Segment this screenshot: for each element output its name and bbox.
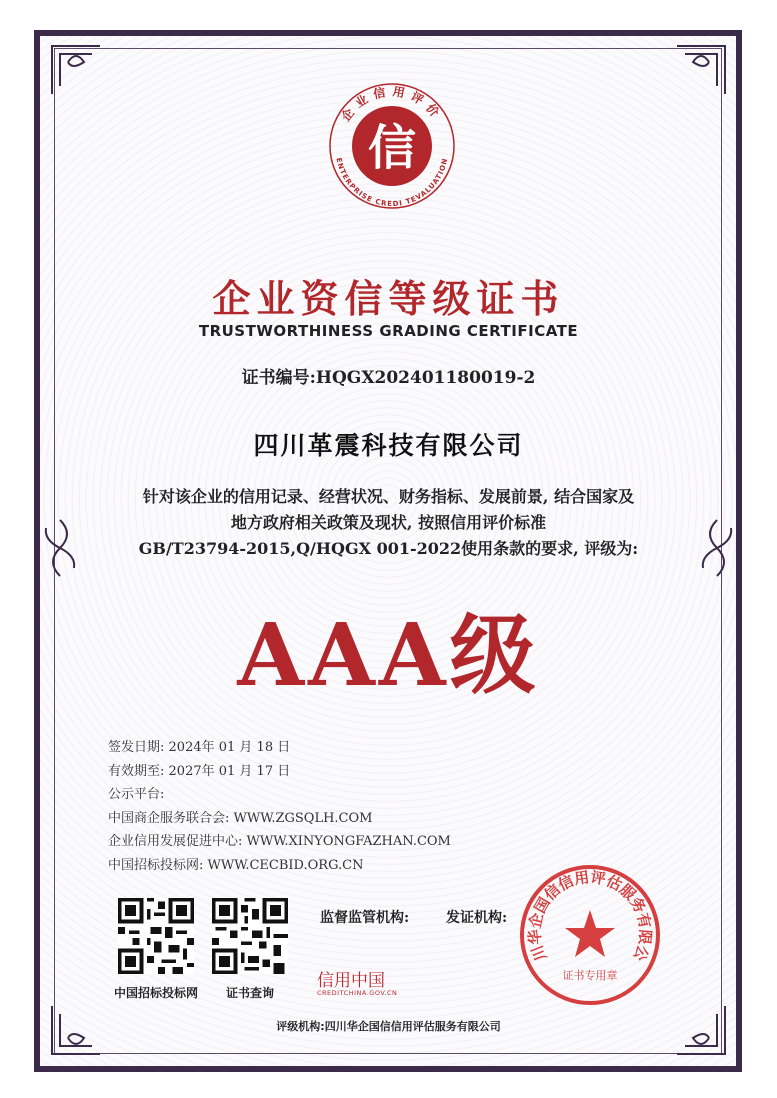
platform-name: 中国招标投标网:: [108, 857, 204, 873]
supervise-label: 监督监管机构:: [320, 910, 410, 926]
qr-code-query[interactable]: [212, 898, 288, 978]
credit-china-logo: 信用中国: [317, 971, 385, 991]
platform-label: 公示平台:: [108, 787, 165, 802]
grade-level: AAA级: [237, 605, 540, 706]
logo-ring-text-cn: 企业信用评价: [338, 84, 446, 124]
description-line: 地方政府相关政策及现状, 按照信用评价标准: [230, 513, 547, 532]
rating-description: [90, 484, 687, 562]
qr-code-bidding[interactable]: [118, 898, 194, 978]
platform-url[interactable]: WWW.XINYONGFAZHAN.COM: [246, 834, 451, 849]
credit-china-url: CREDITCHINA.GOV.CN: [317, 989, 398, 997]
certificate-title-cn: 企业资信等级证书: [212, 277, 565, 321]
platform-url[interactable]: WWW.CECBID.ORG.CN: [207, 857, 364, 873]
valid-until-row: [108, 760, 451, 784]
qr-code-icon: [212, 898, 288, 974]
corner-ornament-top-left: [48, 42, 104, 98]
issue-date-row: [108, 736, 451, 760]
issuer-label: 发证机构:: [446, 910, 508, 926]
description-line: GB/T23794-2015,Q/HQGX 001-2022使用条款的要求, 评级为:: [138, 539, 639, 558]
company-name: 四川革震科技有限公司: [253, 431, 524, 460]
side-ornament-right: [697, 518, 737, 578]
platform-row: [108, 807, 451, 831]
qr-label-bidding: 中国招标投标网: [113, 986, 198, 1000]
logo-glyph: 信: [367, 120, 417, 176]
logo-ring-text-en: ENTERPRISE CREDI TEVALUATION: [334, 157, 450, 209]
valid-until-label: 有效期至:: [108, 763, 165, 779]
issue-date-label: 签发日期:: [108, 740, 165, 755]
seal-bottom-text: 证书专用章: [562, 969, 618, 982]
side-ornament-left: [40, 518, 80, 578]
qr-label-query: 证书查询: [225, 986, 274, 1000]
credit-evaluation-logo: [318, 72, 466, 220]
platform-url[interactable]: WWW.ZGSQLH.COM: [233, 810, 373, 826]
seal-star-icon: [565, 910, 615, 957]
valid-until: 2027年 01 月 17 日: [168, 763, 291, 779]
certificate-title-en: TRUSTWORTHINESS GRADING CERTIFICATE: [198, 322, 579, 340]
certificate-info: [108, 736, 451, 877]
rating-organization: 评级机构:四川华企国信信用评估服务有限公司: [276, 1020, 501, 1033]
corner-ornament-top-right: [673, 42, 729, 98]
issue-date: 2024年 01 月 18 日: [168, 740, 291, 755]
official-seal: [517, 862, 663, 1008]
platform-row: [108, 854, 451, 878]
qr-code-icon: [118, 898, 194, 974]
description-line: 针对该企业的信用记录、经营状况、财务指标、发展前景, 结合国家及: [142, 487, 635, 506]
platform-row: [108, 830, 451, 854]
platform-name: 中国商企服务联合会:: [108, 810, 230, 826]
platform-name: 企业信用发展促进中心:: [108, 834, 243, 849]
seal-ring-text: 川华企国信信用评估服务有限公: [525, 868, 655, 964]
certificate-number: 证书编号:HQGX202401180019-2: [241, 368, 536, 388]
